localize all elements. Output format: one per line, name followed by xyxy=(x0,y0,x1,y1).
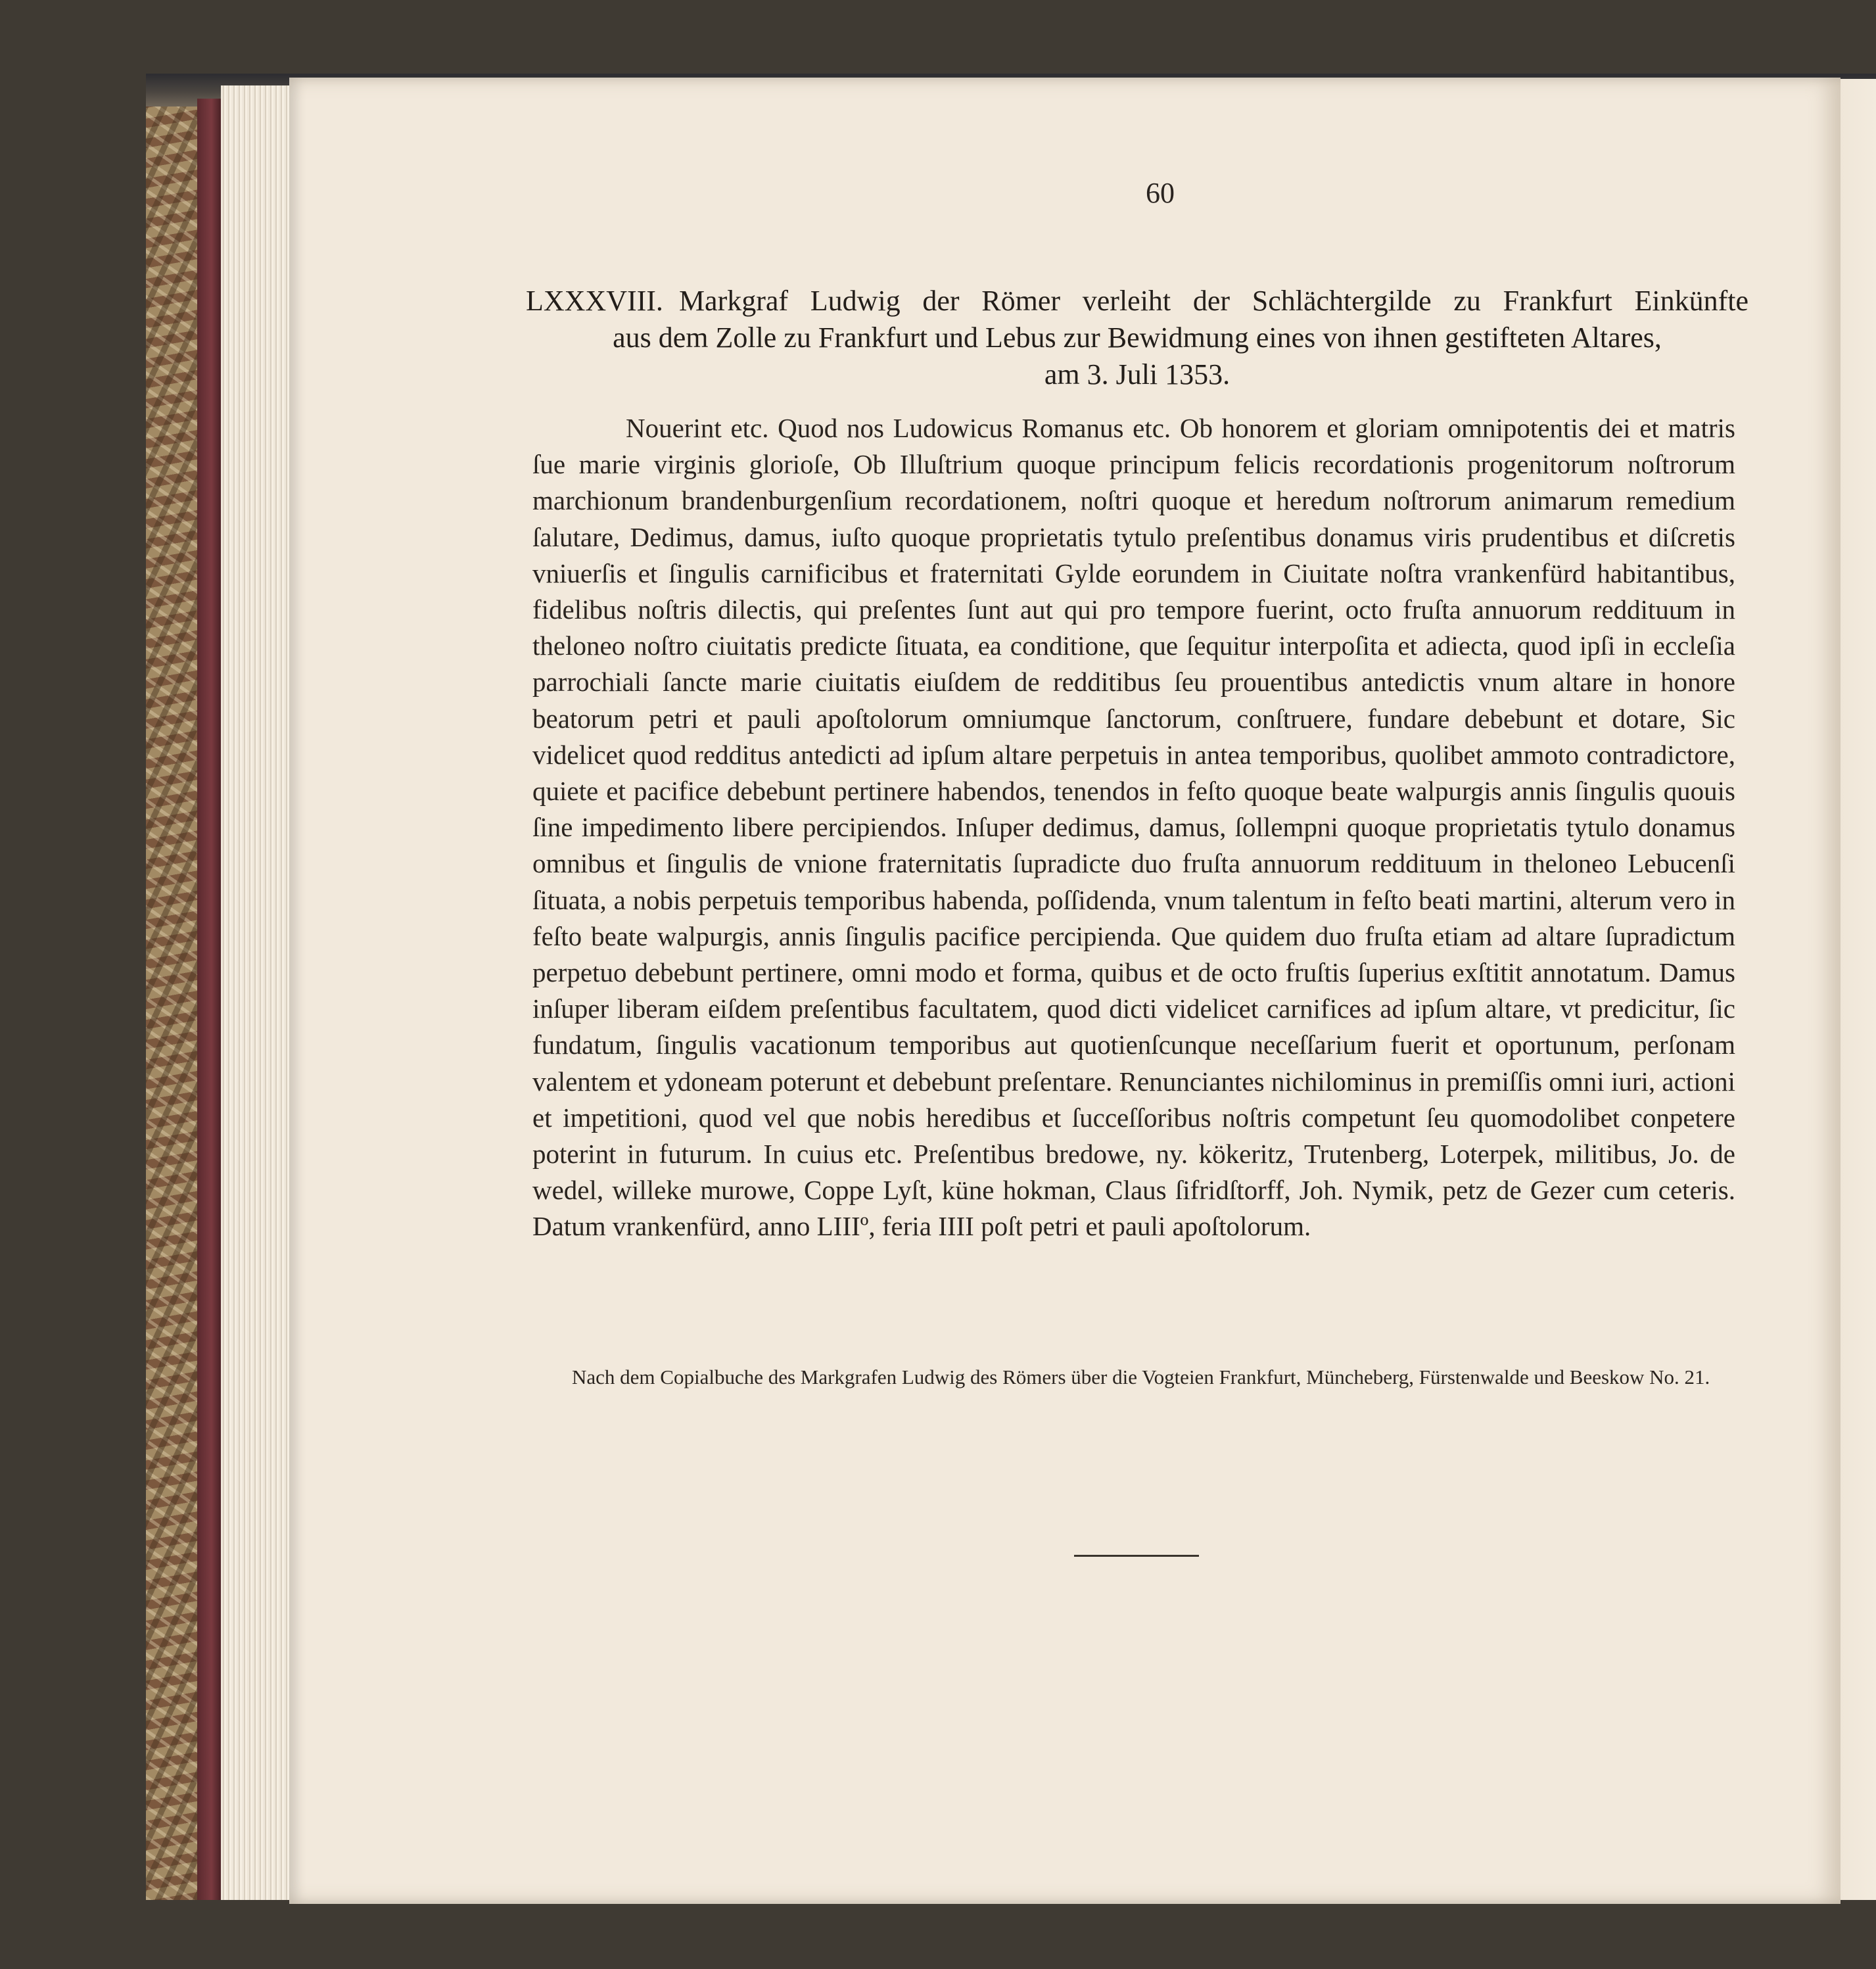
charter-text: Nouerint etc. Quod nos Ludowicus Romanus etc. Ob honorem et gloriam omnipotentis dei et matris ſue marie virginis glorioſe, Ob Illuſtrium quoque principum felicis recordationis progenitorum noſtrorum marchionum brandenburgenſium recordationem, noſtri quoque et heredum noſtrorum animarum remedium ſalutare, Dedimus, damus, iuſto quoque proprietatis tytulo preſentibus donamus viris prudentibus et diſcretis vniuerſis et ſingulis carnificibus et fraternitati Gylde eorundem in Ciuitate noſtra vrankenfürd habitantibus, fidelibus noſtris dilectis, qui preſentes ſunt aut qui pro tempore fuerint, octo fruſta annuorum reddituum in theloneo noſtro ciuitatis predicte ſituata, ea conditione, que ſequitur interpoſita et adiecta, quod ipſi in eccleſia parrochiali ſancte marie ciuitatis eiuſdem de redditibus ſeu prouentibus antedictis vnum altare in honore beatorum petri et pauli apoſtolorum omniumque ſanctorum, conſtruere, fundare debebunt et dotare, Sic videlicet quod redditus antedicti ad ipſum altare perpetuis in antea temporibus, quolibet ammoto contradictore, quiete et pacifice debebunt pertinere habendos, tenendos in feſto quoque beate walpurgis annis ſingulis quouis ſine impedimento libere percipiendos. Inſuper dedimus, damus, ſollempni quoque proprietatis tytulo donamus omnibus et ſingulis de vnione fraternitatis ſupradicte duo fruſta annuorum reddituum in theloneo Lebucenſi ſituata, a nobis perpetuis temporibus habenda, poſſidenda, vnum talentum in feſto beati martini, alterum vero in feſto beate walpurgis, annis ſingulis pacifice percipienda. Que quidem duo fruſta etiam ad altare ſupradictum perpetuo debebunt pertinere, omni modo et forma, quibus et de octo fruſtis ſuperius exſtitit annotatum. Damus inſuper liberam eiſdem preſentibus facultatem, quod dicti videlicet carnifices ad ipſum altare, vt predicitur, ſic fundatum, ſingulis vacationum temporibus aut quotienſcunque neceſſarium fuerit et oportunum, perſonam valentem et ydoneam poterunt et debebunt preſentare. Renunciantes nichilominus in premiſſis omni iuri, actioni et impetitioni, quod vel que nobis heredibus et ſucceſſoribus noſtris competunt ſeu quomodolibet conpetere poterint in futurum. In cuius etc. Preſentibus bredowe, ny. kökeritz, Trutenberg, Loterpek, militibus, Jo. de wedel, willeke murowe, Coppe Lyſt, küne hokman, Claus ſifridſtorff, Joh. Nymik, petz de Gezer cum ceteris. Datum vrankenfürd, anno LIIIº, feria IIII poſt petri et pauli apoſtolorum. xyxy=(532,413,1735,1242)
heading-line-1 xyxy=(526,283,1748,320)
heading-line-2: aus dem Zolle zu Frankfurt und Lebus zur Bewidmung eines von ihnen gestifteten Altares, xyxy=(613,321,1662,354)
book-spine xyxy=(197,99,221,1900)
page-edges xyxy=(221,85,300,1900)
page-number: 60 xyxy=(1146,177,1175,209)
heading-date: am 3. Juli 1353. xyxy=(1044,358,1231,391)
heading-line-1-text: Markgraf Ludwig der Römer verleiht der Schlächtergilde zu Frankfurt Einkünfte xyxy=(678,285,1748,317)
document-heading xyxy=(526,283,1748,393)
document-numeral: LXXXVIII. xyxy=(526,285,663,317)
section-divider xyxy=(1074,1555,1199,1557)
source-note: Nach dem Copialbuche des Markgrafen Ludwig des Römers über die Vogteien Frankfurt, Müncheberg, Fürstenwalde und Beeskow No. 21. xyxy=(572,1365,1710,1388)
